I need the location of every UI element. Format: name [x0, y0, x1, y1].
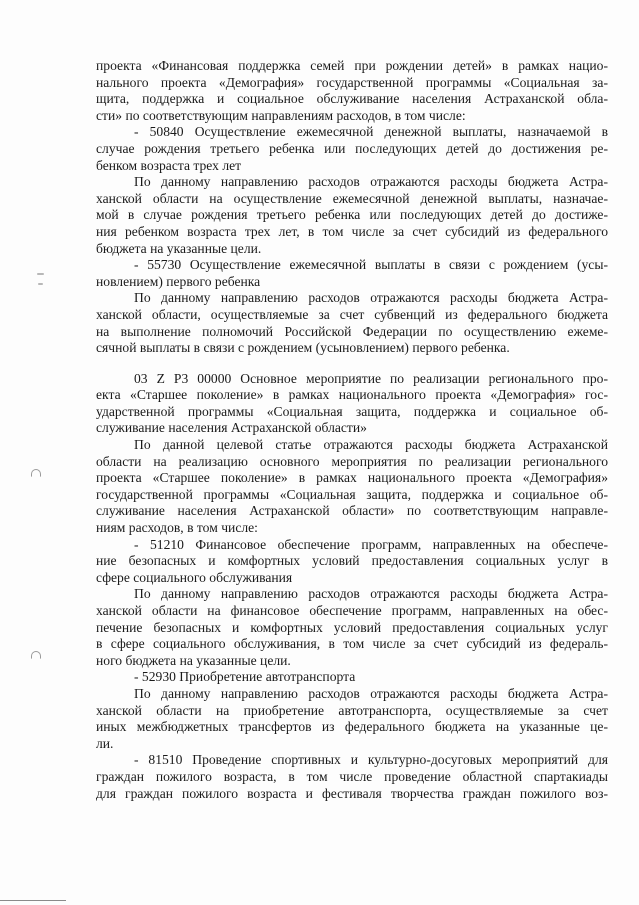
- text-line: сячной выплаты в связи с рождением (усыновлением) первого ребенка.: [96, 340, 510, 356]
- text-line: По данному направлению расходов отражаются расходы бюджета Астра-: [134, 586, 608, 602]
- scan-artifact: [38, 283, 43, 285]
- text-line: - 51210 Финансовое обеспечение программ, направленных на обеспече-: [134, 536, 608, 552]
- footnote-rule: [0, 900, 66, 901]
- text-line: граждан пожилого возраста, в том числе проведение областной спартакиады: [96, 768, 608, 784]
- text-line: По данному направлению расходов отражаются расходы бюджета Астра-: [134, 685, 608, 701]
- paragraph-item-50840: [96, 124, 608, 174]
- text-line: государственной программы «Социальная защита, поддержка и социальное об-: [96, 486, 608, 502]
- paragraph-item-81510: [96, 752, 608, 802]
- text-line: ли.: [96, 735, 114, 751]
- text-line: случае рождения третьего ребенка или последующих детей до достижения ре-: [96, 140, 608, 156]
- text-line: сфере социального обслуживания: [96, 569, 293, 585]
- text-line: иных межбюджетных трансфертов из федерального бюджета на указанные це-: [96, 719, 608, 735]
- text-line: - 81510 Проведение спортивных и культурно-досуговых мероприятий для: [134, 752, 608, 768]
- text-line: новлением) первого ребенка: [96, 273, 261, 289]
- text-line: нального проекта «Демография» государственной программы «Социальная за-: [96, 74, 608, 90]
- text-line: проекта «Финансовая поддержка семей при рождении детей» в рамках нацио-: [96, 58, 608, 73]
- text-line: служивание населения Астраханской области»: [96, 420, 367, 436]
- text-line: бенком возраста трех лет: [96, 157, 242, 173]
- text-line: ниям расходов, в том числе:: [96, 520, 258, 536]
- text-line: ханской области на осуществление ежемесячной денежной выплаты, назначае-: [96, 190, 608, 206]
- text-line: ханской области на приобретение автотранспорта, осуществляемые за счет: [96, 702, 608, 718]
- text-line: ного бюджета на указанные цели.: [96, 652, 291, 668]
- paragraph-item-51210: [96, 537, 608, 587]
- text-line: По данному направлению расходов отражаются расходы бюджета Астра-: [134, 290, 608, 306]
- text-line: По данному направлению расходов отражаются расходы бюджета Астра-: [134, 174, 608, 190]
- document-body: [96, 58, 608, 802]
- paragraph-target-article-description: [96, 437, 608, 537]
- text-line: - 55730 Осуществление ежемесячной выплаты в связи с рождением (усы-: [134, 257, 608, 273]
- text-line: для граждан пожилого возраста и фестиваля творчества граждан пожилого воз-: [96, 785, 608, 801]
- text-line: печение безопасных и комфортных условий предоставления социальных услуг: [96, 619, 608, 635]
- text-line: мой в случае рождения третьего ребенка или последующих детей до достиже-: [96, 207, 608, 223]
- text-line: ударственной программы «Социальная защита, поддержка и социальное об-: [96, 403, 608, 419]
- text-line: служивание населения Астраханской области» по соответствующим направле-: [96, 503, 608, 519]
- text-line: ханской области на финансовое обеспечение программ, направленных на обес-: [96, 603, 608, 618]
- text-line: на выполнение полномочий Российской Федерации по осуществлению ежеме-: [96, 323, 608, 339]
- paragraph-description-52930: [96, 686, 608, 752]
- text-line: 03 Z P3 00000 Основное мероприятие по реализации регионального про-: [134, 370, 608, 386]
- paragraph-description-51210: [96, 586, 608, 669]
- binder-hole-mark: [31, 651, 41, 659]
- text-line: области на реализацию основного мероприятия по реализации регионального: [96, 453, 608, 469]
- scan-artifact: [37, 273, 44, 275]
- paragraph-description-50840: [96, 174, 608, 257]
- text-line: По данной целевой статье отражаются расходы бюджета Астраханской: [134, 437, 608, 453]
- paragraph-target-article-03ZP300000: [96, 371, 608, 437]
- paragraph-intro-continuation: [96, 58, 608, 124]
- text-line: бюджета на указанные цели.: [96, 240, 262, 256]
- text-line: проекта «Старшее поколение» в рамках национального проекта «Демография»: [96, 470, 608, 486]
- text-line: в сфере социального обслуживания, в том числе за счет субсидий из федераль-: [96, 636, 608, 652]
- text-line: сти» по соответствующим направлениям расходов, в том числе:: [96, 107, 466, 123]
- paragraph-description-55730: [96, 290, 608, 356]
- text-line: ния ребенком возраста трех лет, в том числе за счет субсидий из федерального: [96, 223, 608, 239]
- text-line: щита, поддержка и социальное обслуживание населения Астраханской обла-: [96, 91, 608, 107]
- text-line: ханской области, осуществляемые за счет субвенций из федерального бюджета: [96, 306, 608, 322]
- text-line: - 50840 Осуществление ежемесячной денежной выплаты, назначаемой в: [134, 124, 608, 140]
- text-line: ние безопасных и комфортных условий предоставления социальных услуг в: [96, 553, 608, 569]
- text-line: - 52930 Приобретение автотранспорта: [134, 669, 356, 685]
- paragraph-item-52930: [96, 669, 608, 686]
- paragraph-item-55730: [96, 257, 608, 290]
- binder-hole-mark: [31, 469, 41, 477]
- text-line: екта «Старшее поколение» в рамках национального проекта «Демография» гос-: [96, 387, 608, 403]
- section-gap: [96, 357, 608, 371]
